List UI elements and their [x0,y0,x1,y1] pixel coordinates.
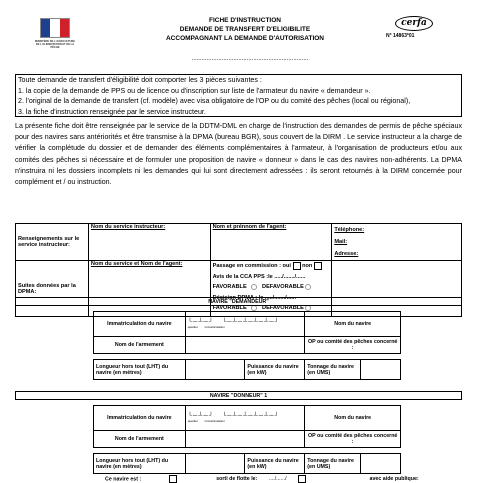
piece-item: 3. la fiche d'instruction renseignée par le service instructeur. [18,107,206,116]
commission-oui-checkbox[interactable] [293,262,301,270]
dpma-agent-field[interactable]: Nom du service et Nom de l'agent: [88,261,210,317]
pieces-intro: Toute demande de transfert d'éligibilité doit comporter les 3 pièces suivantes : [18,76,262,84]
title-line-1: FICHE D'INSTRUCTION [209,17,281,24]
puissance-label: Puissance du navire (en kW) [245,360,305,380]
sorti-label: sorti de flotte le: [216,476,258,483]
service-name-field[interactable]: Nom du service instructeur: [88,224,210,261]
armement-label: Nom de l'armement [94,337,186,354]
section-title: NAVIRE "DONNEUR" 1 [15,391,462,400]
navire-donneur-section [15,391,462,483]
avis-favorable-radio[interactable] [251,284,257,290]
immat-label: Immatriculation du navire [94,406,186,431]
republique-logo [40,18,70,38]
sorti-checkbox[interactable] [298,475,306,483]
longueur-label: Longueur hors tout (LHT) du navire (en mètres) [94,360,186,380]
op-label: OP ou comité des pêches concerné : [305,337,401,354]
sorti-date: ..../....../ [268,476,287,483]
tonnage-label: Tonnage du navire (en UMS) [305,454,361,474]
tonnage-field[interactable] [361,360,401,380]
avis-defavorable-radio[interactable] [305,284,311,290]
decision-field: Passage en commission : oui non Avis de la CCA PPS :le ...../......./...... FAVORABLE DEFAVORABLE Décision DPMA : le ...../......./...... FAVORABLE DEFAVORABLE [210,261,332,317]
section-title: NAVIRE "DEMANDEUR" [15,297,462,306]
form-title [160,16,330,43]
navire-demandeur-section [15,297,462,389]
armement-field[interactable] [185,431,305,448]
longueur-field[interactable] [185,360,245,380]
cerfa-number: N° 14863*01 [386,33,415,39]
contact-field[interactable]: Téléphone: Mail: Adresse: [332,224,462,261]
cerfa-logo: cerfa [395,16,433,31]
longueur-field[interactable] [185,454,245,474]
nom-navire-label: Nom du navire [305,406,401,431]
immat-field[interactable]: └─┴─┘ └─┴─┴─┴─┴─┘ quartier immatriculation [185,406,305,431]
commission-non-checkbox[interactable] [314,262,322,270]
est-label: Ce navire est : [105,476,142,483]
puissance-label: Puissance du navire (en kW) [245,454,305,474]
instructions-paragraph: La présente fiche doit être renseignée par le service de la DDTM-DML en charge de l'instruction des demandes de permis de pêche spéciaux pour des navires sans antériorités et être transmise à la DPMA (bureau BGR), sous couvert de la DIRM . Le service instructeur a la charge de vérifier la complétude du dossier et de demander des éléments complémentaires à l'armateur, à l'organisation de producteurs et/ou aux comités des pêches si nécessaire et de formuler une proposition de navire « donneur » dans le cas des navires non-adhérents. La DPMA n'instruira ni les dossiers incomplets ni les demandes qui lui sont directement adressées : ils seront retournés à la DIRM concernée pour complément et / ou instruction. [15,122,462,187]
header-dotted-line: ...................................................................... [191,56,309,62]
est-checkbox[interactable] [169,475,177,483]
armement-label: Nom de l'armement [94,431,186,448]
required-documents-box [15,74,462,117]
aide-label: avec aide publique: [369,476,419,483]
ministry-name: MINISTÈRE DE L'AGRICULTURE DE L'ALIMENTATION ET DE LA PÊCHE [34,40,76,49]
tonnage-field[interactable] [361,454,401,474]
title-line-2: DEMANDE DE TRANSFERT D'ELIGIBILITE [179,26,311,33]
nom-navire-label: Nom du navire [305,312,401,337]
service-row-label: Renseignements sur le service instructeur: [16,224,89,261]
piece-item: 1. la copie de la demande de PPS ou de licence ou d'inscription sur liste de l'armateur du navire « demandeur ». [18,86,371,95]
title-line-3: ACCOMPAGNANT LA DEMANDE D'AUTORISATION [165,35,325,42]
immat-label: Immatriculation du navire [94,312,186,337]
navire-status-row [105,475,419,483]
piece-item: 2. l'original de la demande de transfert (cf. modèle) avec visa obligatoire de l'OP ou du comité des pêches (local ou régional), [18,97,411,105]
tonnage-label: Tonnage du navire (en UMS) [305,360,361,380]
suites-row-label: Suites données par la DPMA: [16,261,89,317]
immat-field[interactable]: └─┴─┘ └─┴─┴─┴─┴─┘ quartier immatriculation [185,312,305,337]
op-label: OP ou comité des pêches concerné : [305,431,401,448]
armement-field[interactable] [185,337,305,354]
longueur-label: Longueur hors tout (LHT) du navire (en mètres) [94,454,186,474]
agent-name-field[interactable]: Nom et prénnom de l'agent: [210,224,332,261]
